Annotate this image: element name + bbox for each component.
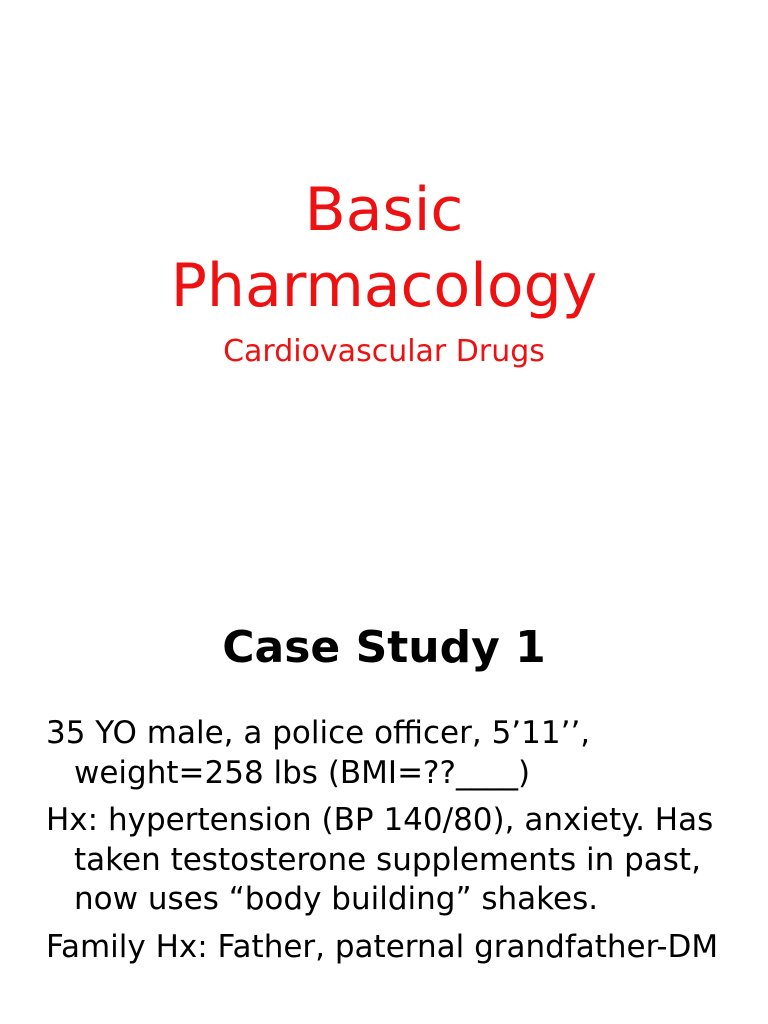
slide-subtitle: Cardiovascular Drugs [223, 334, 545, 369]
case-detail-patient: 35 YO male, a police officer, 5’11’’, weight=258 lbs (BMI=??____) [46, 715, 591, 791]
slide-title [0, 172, 768, 324]
slide-title-line-2: Pharmacology [170, 251, 598, 321]
case-detail-history: Hx: hypertension (BP 140/80), anxiety. Has taken testosterone supplements in past, now uses “body building” shakes. [46, 802, 714, 917]
case-study-title: Case Study 1 [222, 622, 546, 673]
case-details-list [46, 714, 746, 975]
slide-title-line-1: Basic [304, 175, 464, 245]
case-detail-family-history: Family Hx: Father, paternal grandfather-DM [46, 928, 719, 965]
case-study-slide [0, 512, 768, 1024]
